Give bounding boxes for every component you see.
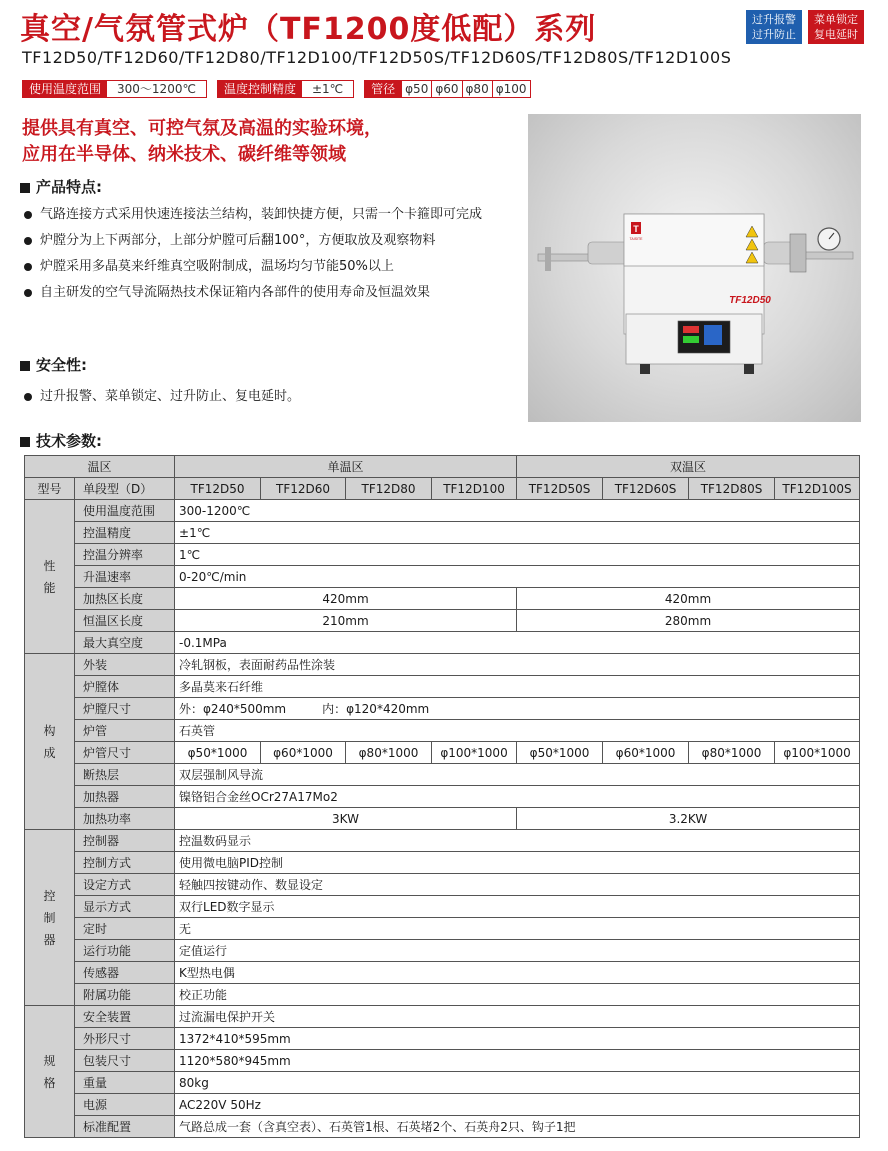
table-row: [25, 632, 860, 654]
param-value: φ80*1000: [689, 742, 775, 764]
param-value: K型热电偶: [175, 962, 860, 984]
table-row: [25, 478, 860, 500]
param-value: AC220V 50Hz: [175, 1094, 860, 1116]
furnace-brand: TAISITE: [629, 237, 643, 241]
tech-params-heading: 技术参数:: [20, 430, 102, 451]
category-cell: [25, 830, 75, 1006]
table-row: [25, 1006, 860, 1028]
page-title: 真空/气氛管式炉（TF1200度低配）系列: [20, 12, 597, 47]
table-row: [25, 544, 860, 566]
param-name: 设定方式: [75, 874, 175, 896]
table-row: [25, 918, 860, 940]
feature-list: [22, 202, 520, 306]
table-section-struct: [25, 654, 860, 830]
param-value: 300-1200℃: [175, 500, 860, 522]
param-value: 校正功能: [175, 984, 860, 1006]
param-value: -0.1MPa: [175, 632, 860, 654]
param-name: 控制方式: [75, 852, 175, 874]
param-name: 电源: [75, 1094, 175, 1116]
table-row: [25, 588, 860, 610]
param-value: 1372*410*595mm: [175, 1028, 860, 1050]
tech-params-table: [24, 455, 860, 1138]
param-name: 炉管: [75, 720, 175, 742]
param-value: 外：φ240*500mm 内：φ120*420mm: [175, 698, 860, 720]
header-cell: 温区: [25, 456, 175, 478]
param-name: 外形尺寸: [75, 1028, 175, 1050]
table-row: [25, 720, 860, 742]
param-name: 断热层: [75, 764, 175, 786]
param-value: 轻触四按键动作、数显设定: [175, 874, 860, 896]
param-name: 炉膛体: [75, 676, 175, 698]
header-cell: TF12D60: [261, 478, 346, 500]
category-cell: [25, 500, 75, 654]
param-value: 控温数码显示: [175, 830, 860, 852]
pipe-diameter-spec: 管径 φ50 φ60 φ80 φ100: [364, 80, 530, 98]
param-value-single: 3KW: [175, 808, 517, 830]
param-name: 传感器: [75, 962, 175, 984]
header-cell: 单温区: [175, 456, 517, 478]
param-name: 升温速率: [75, 566, 175, 588]
table-row: [25, 456, 860, 478]
param-name: 重量: [75, 1072, 175, 1094]
table-row: [25, 940, 860, 962]
param-value: 冷轧钢板，表面耐药品性涂装: [175, 654, 860, 676]
param-name: 标准配置: [75, 1116, 175, 1138]
table-row: [25, 1116, 860, 1138]
header-cell: TF12D50S: [517, 478, 603, 500]
param-name: 附属功能: [75, 984, 175, 1006]
param-value: φ80*1000: [346, 742, 432, 764]
header-cell: TF12D50: [175, 478, 261, 500]
table-row: [25, 786, 860, 808]
table-row: [25, 1072, 860, 1094]
param-value: φ50*1000: [517, 742, 603, 764]
header-cell: 双温区: [517, 456, 860, 478]
param-name: 安全装置: [75, 1006, 175, 1028]
table-section-ctrl: [25, 830, 860, 1006]
model-list: TF12D50/TF12D60/TF12D80/TF12D100/TF12D50S/TF12D60S/TF12D80S/TF12D100S: [22, 48, 732, 67]
furnace-model-label: TF12D50: [729, 295, 771, 306]
param-name: 加热功率: [75, 808, 175, 830]
table-row: [25, 1094, 860, 1116]
safety-heading: 安全性:: [20, 354, 87, 375]
table-row: [25, 764, 860, 786]
param-value: φ60*1000: [603, 742, 689, 764]
param-value: φ50*1000: [175, 742, 261, 764]
table-row: [25, 566, 860, 588]
param-value: ±1℃: [175, 522, 860, 544]
headline: 提供具有真空、可控气氛及高温的实验环境， 应用在半导体、纳米技术、碳纤维等领域: [22, 118, 382, 165]
square-bullet-icon: [20, 437, 30, 447]
list-item: 炉膛采用多晶莫来纤维真空吸附制成，温场均匀节能50%以上: [22, 254, 520, 280]
spec-bar: [22, 80, 541, 98]
category-cell: [25, 654, 75, 830]
square-bullet-icon: [20, 361, 30, 371]
param-value: 气路总成一套（含真空表）、石英管1根、石英堵2个、石英舟2只、钩子1把: [175, 1116, 860, 1138]
param-name: 加热区长度: [75, 588, 175, 610]
furnace-logo-letter: T: [633, 224, 639, 234]
param-name: 显示方式: [75, 896, 175, 918]
table-row: [25, 808, 860, 830]
category-label: 构成: [43, 723, 56, 760]
table-section-perf: [25, 500, 860, 654]
param-value: 80kg: [175, 1072, 860, 1094]
table-row: [25, 500, 860, 522]
param-value: 多晶莫来石纤维: [175, 676, 860, 698]
table-row: [25, 1028, 860, 1050]
param-value-single: 210mm: [175, 610, 517, 632]
table-row: [25, 742, 860, 764]
category-label: 规格: [43, 1053, 56, 1090]
param-value: 双行LED数字显示: [175, 896, 860, 918]
header-cell: TF12D60S: [603, 478, 689, 500]
feature-badges: [746, 10, 864, 44]
badge-lock: 菜单锁定 复电延时: [808, 10, 864, 44]
header-cell: TF12D80S: [689, 478, 775, 500]
param-name: 使用温度范围: [75, 500, 175, 522]
category-label: 性能: [43, 558, 56, 595]
param-value-dual: 3.2KW: [517, 808, 860, 830]
param-name: 控温精度: [75, 522, 175, 544]
param-name: 炉膛尺寸: [75, 698, 175, 720]
list-item: 自主研发的空气导流隔热技术保证箱内各部件的使用寿命及恒温效果: [22, 280, 520, 306]
param-value: 石英管: [175, 720, 860, 742]
table-row: [25, 654, 860, 676]
header-cell: TF12D80: [346, 478, 432, 500]
param-value: 镍铬铝合金丝OCr27A17Mo2: [175, 786, 860, 808]
product-photo: [528, 114, 861, 422]
param-name: 控温分辨率: [75, 544, 175, 566]
header-cell: TF12D100S: [775, 478, 860, 500]
table-row: [25, 522, 860, 544]
badge-overheat: 过升报警 过升防止: [746, 10, 802, 44]
param-value: 1℃: [175, 544, 860, 566]
param-name: 炉管尺寸: [75, 742, 175, 764]
table-row: [25, 698, 860, 720]
table-row: [25, 610, 860, 632]
table-row: [25, 874, 860, 896]
table-row: [25, 984, 860, 1006]
list-item: 气路连接方式采用快速连接法兰结构，装卸快捷方便，只需一个卡箍即可完成: [22, 202, 520, 228]
features-heading: 产品特点:: [20, 176, 102, 197]
header-cell: 型号: [25, 478, 75, 500]
param-value: 双层强制风导流: [175, 764, 860, 786]
table-row: [25, 676, 860, 698]
param-value: 无: [175, 918, 860, 940]
square-bullet-icon: [20, 183, 30, 193]
header-cell: TF12D100: [432, 478, 517, 500]
safety-text: 过升报警、菜单锁定、过升防止、复电延时。: [22, 384, 300, 410]
category-label: 控制器: [43, 888, 56, 947]
table-row: [25, 830, 860, 852]
table-row: [25, 1050, 860, 1072]
param-value-dual: 280mm: [517, 610, 860, 632]
param-name: 恒温区长度: [75, 610, 175, 632]
param-value: 1120*580*945mm: [175, 1050, 860, 1072]
table-row: [25, 852, 860, 874]
param-value: φ60*1000: [261, 742, 346, 764]
param-name: 包装尺寸: [75, 1050, 175, 1072]
category-cell: [25, 1006, 75, 1138]
list-item: 炉膛分为上下两部分，上部分炉膛可后翻100°，方便取放及观察物料: [22, 228, 520, 254]
param-value-dual: 420mm: [517, 588, 860, 610]
param-name: 加热器: [75, 786, 175, 808]
precision-spec: 温度控制精度 ±1℃: [217, 80, 354, 98]
table-row: [25, 962, 860, 984]
header-cell: 单段型（D）: [75, 478, 175, 500]
param-value: 0-20℃/min: [175, 566, 860, 588]
table-row: [25, 896, 860, 918]
table-section-spec: [25, 1006, 860, 1138]
param-value: 定值运行: [175, 940, 860, 962]
param-value: 使用微电脑PID控制: [175, 852, 860, 874]
tube-furnace-image: [528, 114, 861, 422]
param-name: 定时: [75, 918, 175, 940]
param-value: φ100*1000: [775, 742, 860, 764]
temp-range-spec: 使用温度范围 300～1200℃: [22, 80, 207, 98]
param-name: 运行功能: [75, 940, 175, 962]
param-name: 外装: [75, 654, 175, 676]
param-value: 过流漏电保护开关: [175, 1006, 860, 1028]
param-name: 最大真空度: [75, 632, 175, 654]
param-value: φ100*1000: [432, 742, 517, 764]
param-value-single: 420mm: [175, 588, 517, 610]
param-name: 控制器: [75, 830, 175, 852]
